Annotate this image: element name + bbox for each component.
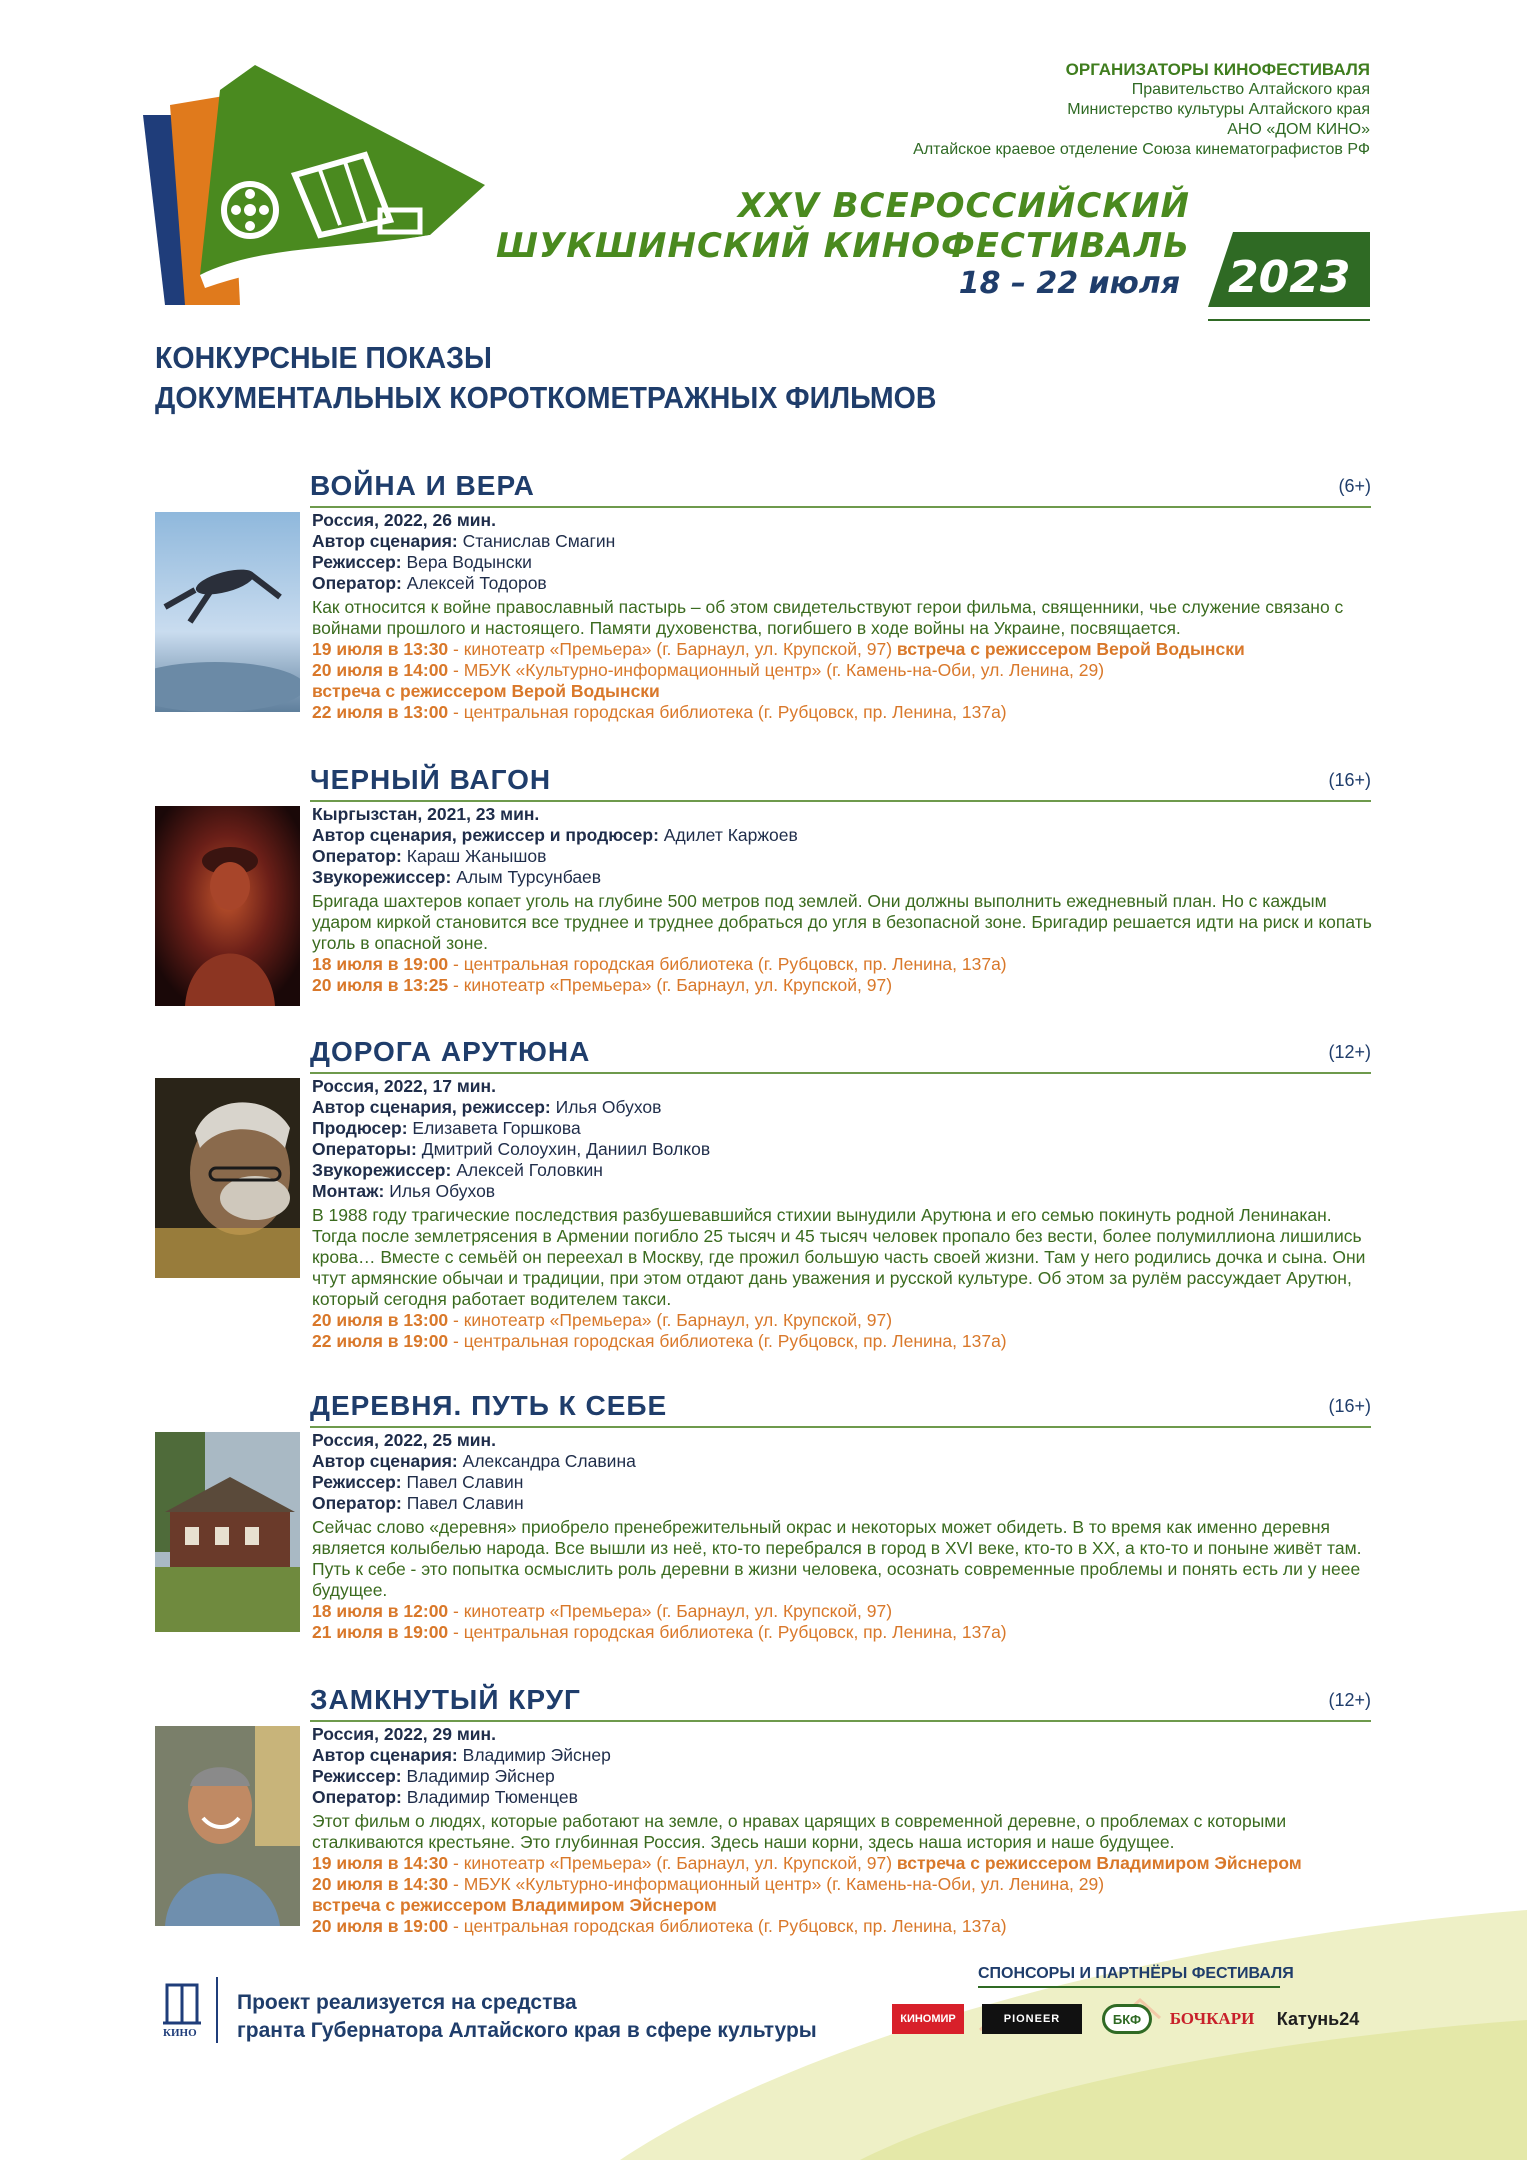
grant-line1: Проект реализуется на средства (237, 1991, 577, 2014)
year-badge (1208, 232, 1370, 327)
organizers-title: ОРГАНИЗАТОРЫ КИНОФЕСТИВАЛЯ (1065, 60, 1370, 79)
film-description: Сейчас слово «деревня» приобрело пренебрежительный окрас и некоторых может обидеть. В то время как именно деревня является колыбелью народа. Все вышли из неё, кто-то перебрался в город в XVI веке, кто-то в XX, а кто-то и поныне живёт там. Путь к себе - это попытка осмыслить роль деревни в жизни человека, осознать современные проблемы и понять есть ли у неее будущее. (312, 1517, 1362, 1600)
credit-label: Режиссер: (312, 1472, 402, 1492)
screening-time: 20 июля в 13:25 (312, 975, 449, 995)
credit-value: Елизавета Горшкова (412, 1118, 581, 1138)
page-heading-line2: ДОКУМЕНТАЛЬНЫХ КОРОТКОМЕТРАЖНЫХ ФИЛЬМОВ (155, 380, 937, 415)
age-rating: (12+) (1328, 1690, 1371, 1710)
credit-label: Звукорежиссер: (312, 867, 452, 887)
screening-time: 18 июля в 19:00 (312, 954, 449, 974)
age-rating: (12+) (1328, 1042, 1371, 1062)
festival-year: 2023 (1228, 252, 1351, 303)
screening-meeting: встреча с режиссером Верой Водынски (896, 639, 1245, 659)
title-divider (310, 1072, 1371, 1074)
film-country: Кыргызстан, 2021, 23 мин. (312, 804, 540, 824)
screening-time: 19 июля в 13:30 (312, 639, 449, 659)
credit-value: Вера Водынски (406, 552, 532, 572)
title-divider (310, 506, 1371, 508)
film-card (155, 1390, 1371, 1650)
sponsor-kinomir-logo: КИНОМИР (892, 2004, 964, 2034)
credit-label: Автор сценария: (312, 1745, 458, 1765)
credit-label: Операторы: (312, 1139, 417, 1159)
credit-label: Режиссер: (312, 552, 402, 572)
festival-logo (140, 60, 490, 310)
title-divider (310, 1720, 1371, 1722)
credit-value: Караш Жанышов (406, 846, 547, 866)
screening-venue: - кинотеатр «Премьера» (г. Барнаул, ул. Крупской, 97) (448, 1601, 893, 1621)
grant-line2: гранта Губернатора Алтайского края в сфере культуры (237, 2019, 817, 2042)
screening-time: 20 июля в 14:00 (312, 660, 449, 680)
credit-value: Александра Славина (462, 1451, 636, 1471)
screening-time: 19 июля в 14:30 (312, 1853, 449, 1873)
sponsor-katun24-logo: Катунь24 (1276, 2008, 1360, 2029)
title-divider (310, 1426, 1371, 1428)
film-title: ЧЕРНЫЙ ВАГОН (310, 764, 552, 795)
screening-venue: - кинотеатр «Премьера» (г. Барнаул, ул. Крупской, 97) (448, 1310, 893, 1330)
film-still-miner (155, 806, 300, 1006)
film-still-driver (155, 1078, 300, 1278)
screening-time: 20 июля в 13:00 (312, 1310, 449, 1330)
sponsor-pioneer-logo: PIONEER (982, 2004, 1082, 2034)
screening-time: 22 июля в 19:00 (312, 1331, 449, 1351)
screening-venue: - центральная городская библиотека (г. Рубцовск, пр. Ленина, 137а) (448, 1916, 1007, 1936)
organizer-line: Министерство культуры Алтайского края (1067, 101, 1370, 118)
age-rating: (6+) (1338, 476, 1371, 496)
film-title: ДОРОГА АРУТЮНА (310, 1036, 591, 1067)
film-title: ДЕРЕВНЯ. ПУТЬ К СЕБЕ (310, 1390, 668, 1421)
sponsors-divider (978, 1986, 1280, 1989)
credit-value: Алексей Головкин (456, 1160, 603, 1180)
credit-label: Оператор: (312, 1493, 402, 1513)
festival-dates: 18 – 22 июля (958, 266, 1180, 301)
credit-label: Оператор: (312, 846, 402, 866)
credit-value: Владимир Эйснер (462, 1745, 611, 1765)
credit-value: Владимир Эйснер (406, 1766, 555, 1786)
credit-label: Оператор: (312, 573, 402, 593)
credit-value: Адилет Каржоев (663, 825, 798, 845)
screening-time: 20 июля в 14:30 (312, 1874, 449, 1894)
credit-value: Дмитрий Солоухин, Даниил Волков (421, 1139, 711, 1159)
festival-title (480, 186, 1200, 301)
film-title: ЗАМКНУТЫЙ КРУГ (310, 1684, 581, 1715)
film-still-old-man (155, 1726, 300, 1926)
organizers-block (913, 60, 1370, 160)
film-country: Россия, 2022, 17 мин. (312, 1076, 496, 1096)
film-card (155, 764, 1371, 1004)
sponsors-title: СПОНСОРЫ И ПАРТНЁРЫ ФЕСТИВАЛЯ (978, 1965, 1294, 1982)
screening-meeting: встреча с режиссером Владимиром Эйснером (312, 1895, 717, 1915)
film-description: Бригада шахтеров копает уголь на глубине 500 метров под землей. Они должны выполнить ежедневный план. Но с каждым ударом киркой становится все труднее и труднее добраться до угля в безопасной зоне. Бригадир решается идти на риск и копать уголь в опасной зоне. (312, 891, 1372, 953)
age-rating: (16+) (1328, 1396, 1371, 1416)
screening-venue: - кинотеатр «Премьера» (г. Барнаул, ул. Крупской, 97) (448, 639, 897, 659)
film-country: Россия, 2022, 26 мин. (312, 510, 496, 530)
film-title: ВОЙНА И ВЕРА (310, 470, 535, 501)
credit-value: Алым Турсунбаев (456, 867, 602, 887)
organizer-line: Правительство Алтайского края (1131, 81, 1370, 98)
credit-label: Автор сценария, режиссер и продюсер: (312, 825, 659, 845)
screening-venue: - МБУК «Культурно-информационный центр» (г. Камень-на-Оби, ул. Ленина, 29) (448, 660, 1105, 680)
film-still-skydiver (155, 512, 300, 712)
sponsor-bochkari-logo: БОЧКАРИ (1169, 2009, 1255, 2028)
title-divider (310, 800, 1371, 802)
film-card (155, 470, 1371, 730)
credit-value: Павел Славин (406, 1493, 524, 1513)
screening-venue: - кинотеатр «Премьера» (г. Барнаул, ул. Крупской, 97) (448, 975, 893, 995)
credit-value: Илья Обухов (389, 1181, 496, 1201)
screening-venue: - МБУК «Культурно-информационный центр» (г. Камень-на-Оби, ул. Ленина, 29) (448, 1874, 1105, 1894)
page-heading (155, 338, 936, 418)
film-info (312, 1430, 1372, 1643)
credit-label: Продюсер: (312, 1118, 408, 1138)
screening-venue: - центральная городская библиотека (г. Рубцовск, пр. Ленина, 137а) (448, 954, 1007, 974)
credit-value: Владимир Тюменцев (406, 1787, 578, 1807)
screening-venue: - центральная городская библиотека (г. Рубцовск, пр. Ленина, 137а) (448, 702, 1007, 722)
age-rating: (16+) (1328, 770, 1371, 790)
credit-value: Алексей Тодоров (406, 573, 547, 593)
film-country: Россия, 2022, 25 мин. (312, 1430, 496, 1450)
credit-label: Режиссер: (312, 1766, 402, 1786)
screening-venue: - центральная городская библиотека (г. Рубцовск, пр. Ленина, 137а) (448, 1622, 1007, 1642)
page-heading-line1: КОНКУРСНЫЕ ПОКАЗЫ (155, 340, 492, 375)
credit-label: Монтаж: (312, 1181, 385, 1201)
credit-value: Павел Славин (406, 1472, 524, 1492)
sponsor-bkf-logo: БКФ (1102, 2004, 1152, 2034)
credit-value: Илья Обухов (555, 1097, 662, 1117)
screening-venue: - центральная городская библиотека (г. Рубцовск, пр. Ленина, 137а) (448, 1331, 1007, 1351)
credit-label: Оператор: (312, 1787, 402, 1807)
film-country: Россия, 2022, 29 мин. (312, 1724, 496, 1744)
film-description: В 1988 году трагические последствия разбушевавшийся стихии вынудили Арутюна и его семью покинуть родной Ленинакан. Тогда после землетрясения в Армении погибло 25 тысяч и 45 тысяч человек пропало без вести, более полумиллиона лишились крова… Вместе с семьёй он переехал в Москву, где прожил большую часть своей жизни. Там у него родились дочка и сына. Они чтут армянские обычаи и традиции, при этом отдают дань уважения и русской культуре. Об этом за рулём рассуждает Арутюн, который сегодня работает водителем такси. (312, 1205, 1366, 1309)
film-card (155, 1036, 1371, 1356)
screening-time: 21 июля в 19:00 (312, 1622, 449, 1642)
screening-meeting: встреча с режиссером Верой Водынски (312, 681, 660, 701)
dom-kino-logo-text: КИНО (163, 2027, 197, 2039)
credit-label: Автор сценария, режиссер: (312, 1097, 551, 1117)
film-info (312, 1076, 1372, 1352)
screening-time: 18 июля в 12:00 (312, 1601, 449, 1621)
sponsors-row (890, 2000, 1370, 2040)
credit-value: Станислав Смагин (462, 531, 616, 551)
screening-time: 20 июля в 19:00 (312, 1916, 449, 1936)
credit-label: Автор сценария: (312, 531, 458, 551)
film-info (312, 804, 1372, 996)
organizer-line: АНО «ДОМ КИНО» (1227, 121, 1370, 138)
organizer-line: Алтайское краевое отделение Союза кинематографистов РФ (913, 141, 1370, 158)
screening-venue: - кинотеатр «Премьера» (г. Барнаул, ул. Крупской, 97) (448, 1853, 897, 1873)
film-info (312, 510, 1372, 723)
festival-title-line1: XXV ВСЕРОССИЙСКИЙ (738, 186, 1190, 226)
film-description: Как относится к войне православный пастырь – об этом свидетельствуют герои фильма, священники, чье служение связано с войнами прошлого и настоящего. Памяти духовенства, погибшего в ходе войны на Украине, посвящается. (312, 597, 1344, 638)
credit-label: Автор сценария: (312, 1451, 458, 1471)
film-still-village-house (155, 1432, 300, 1632)
credit-label: Звукорежиссер: (312, 1160, 452, 1180)
screening-time: 22 июля в 13:00 (312, 702, 449, 722)
screening-meeting: встреча с режиссером Владимиром Эйснером (896, 1853, 1302, 1873)
film-description: Этот фильм о людях, которые работают на земле, о нравах царящих в современной деревне, о проблемах с которыми сталкиваются крестьяне. Это глубинная Россия. Здесь наши корни, здесь наша история и наше будущее. (312, 1811, 1287, 1852)
festival-title-line2: ШУКШИНСКИЙ КИНОФЕСТИВАЛЬ (496, 226, 1190, 266)
